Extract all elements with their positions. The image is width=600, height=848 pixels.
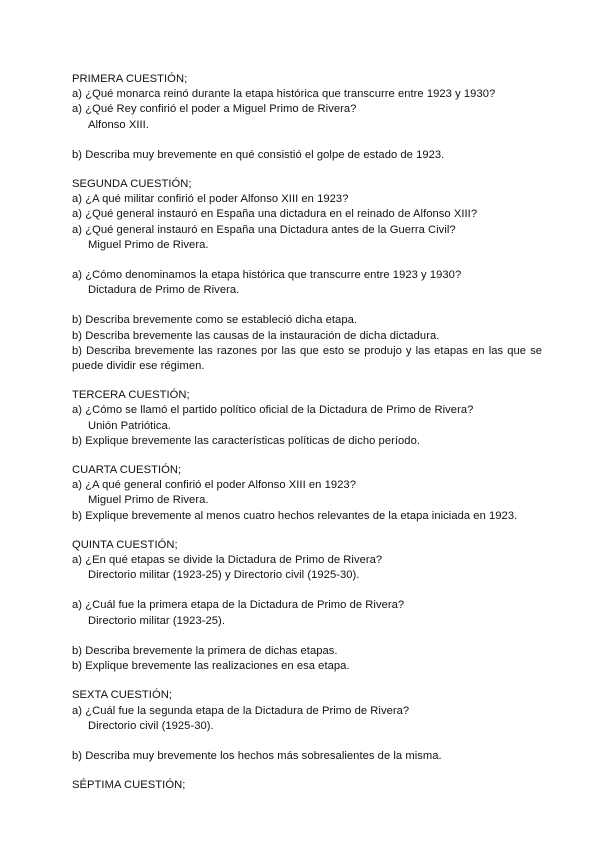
spacer (72, 734, 542, 749)
answer-line: Miguel Primo de Rivera. (88, 238, 209, 251)
question-line: b) Explique brevemente al menos cuatro hechos relevantes de la etapa iniciada en 1923. (72, 509, 518, 522)
section-tercera-cuestion (72, 388, 542, 449)
section-sexta-cuestion (72, 688, 542, 764)
question-line: b) Describa muy brevemente los hechos más sobresalientes de la misma. (72, 749, 442, 762)
section-segunda-cuestion (72, 177, 542, 374)
spacer (72, 583, 542, 598)
section-quinta-cuestion (72, 538, 542, 674)
question-line: a) ¿Cuál fue la primera etapa de la Dictadura de Primo de Rivera? (72, 599, 405, 612)
answer-line: Alfonso XIII. (88, 118, 149, 131)
question-line: b) Explique brevemente las características políticas de dicho período. (72, 434, 421, 447)
section-heading: CUARTA CUESTIÓN; (72, 464, 182, 477)
answer-line: Unión Patriótica. (88, 419, 171, 432)
answer-line: Directorio civil (1925-30). (88, 719, 214, 732)
answer-line: Miguel Primo de Rivera. (88, 494, 209, 507)
section-heading: QUINTA CUESTIÓN; (72, 538, 178, 551)
question-line: b) Describa brevemente las razones por las que esto se produjo y las etapas en las que se puede dividir ese régimen. (72, 344, 542, 373)
section-heading: PRIMERA CUESTIÓN; (72, 73, 188, 85)
spacer (72, 629, 542, 644)
question-line: b) Describa brevemente como se estableció dicha etapa. (72, 314, 358, 327)
question-line: a) ¿A qué militar confirió el poder Alfonso XIII en 1923? (72, 193, 349, 206)
section-heading: SÉPTIMA CUESTIÓN; (72, 779, 186, 792)
section-septima-cuestion (72, 778, 542, 793)
answer-line: Dictadura de Primo de Rivera. (88, 284, 240, 297)
question-line: a) ¿Cómo se llamó el partido político oficial de la Dictadura de Primo de Rivera? (72, 404, 474, 417)
question-line: a) ¿Qué general instauró en España una dictadura en el reinado de Alfonso XIII? (72, 208, 478, 221)
question-line: a) ¿Qué Rey confirió el poder a Miguel Primo de Rivera? (72, 103, 357, 116)
section-cuarta-cuestion (72, 463, 542, 524)
question-line: b) Explique brevemente las realizaciones en esa etapa. (72, 660, 350, 673)
section-heading: TERCERA CUESTIÓN; (72, 389, 190, 402)
spacer (72, 298, 542, 313)
section-heading: SEXTA CUESTIÓN; (72, 689, 173, 702)
section-primera-cuestion (72, 72, 542, 163)
question-line: a) ¿Qué general instauró en España una Dictadura antes de la Guerra Civil? (72, 223, 456, 236)
spacer (72, 133, 542, 148)
question-line: b) Describa muy brevemente en qué consistió el golpe de estado de 1923. (72, 148, 445, 161)
question-line: b) Describa brevemente la primera de dichas etapas. (72, 644, 338, 657)
question-line: b) Describa brevemente las causas de la instauración de dicha dictadura. (72, 329, 440, 342)
question-line: a) ¿Cómo denominamos la etapa histórica que transcurre entre 1923 y 1930? (72, 269, 462, 282)
section-heading: SEGUNDA CUESTIÓN; (72, 178, 192, 191)
answer-line: Directorio militar (1923-25). (88, 614, 225, 627)
spacer (72, 253, 542, 268)
answer-line: Directorio militar (1923-25) y Directorio civil (1925-30). (88, 569, 360, 582)
question-line: a) ¿Cuál fue la segunda etapa de la Dictadura de Primo de Rivera? (72, 704, 410, 717)
question-line: a) ¿A qué general confirió el poder Alfonso XIII en 1923? (72, 479, 356, 492)
question-line: a) ¿Qué monarca reinó durante la etapa histórica que transcurre entre 1923 y 1930? (72, 88, 496, 101)
question-line: a) ¿En qué etapas se divide la Dictadura de Primo de Rivera? (72, 554, 383, 567)
document-content (72, 72, 542, 807)
